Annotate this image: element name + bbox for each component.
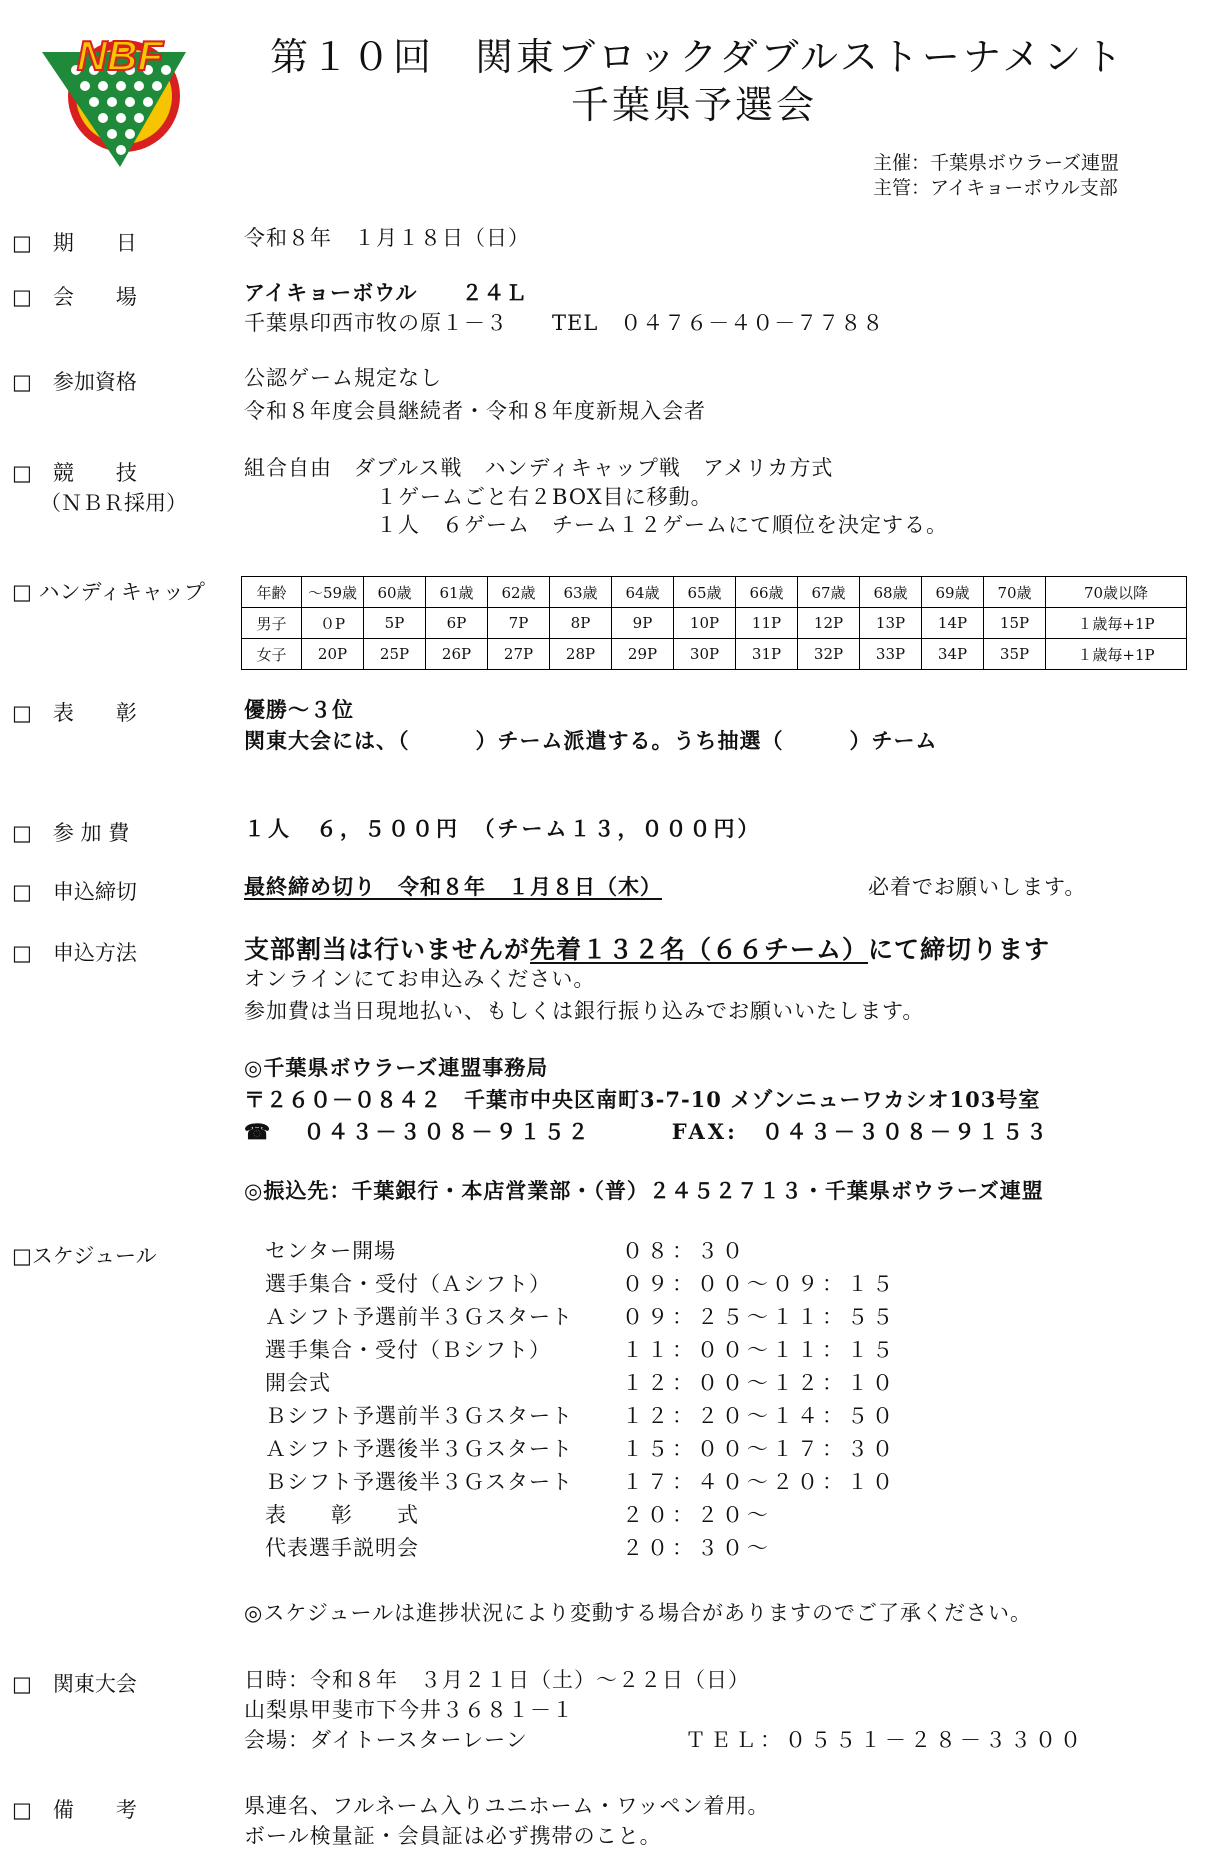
title-line1: 第１０回 関東ブロックダブルストーナメント: [270, 35, 1126, 79]
schedule-row: [265, 1469, 897, 1502]
kanto-line3: 会場：ダイトースターレーン: [244, 1728, 528, 1752]
hc-cell: １歳毎+1P: [1046, 639, 1187, 670]
label-competition-sub: （ＮＢＲ採用）: [40, 491, 187, 515]
label-venue: □ 会 場: [12, 285, 137, 309]
office-postal: 〒２６０－０８４２ 千葉市中央区南町3-7-10 メゾンニューワカシオ103号室: [244, 1087, 1041, 1112]
schedule-event: 開会式: [265, 1371, 331, 1395]
hc-cell: 女子: [242, 639, 302, 670]
venue-address: 千葉県印西市牧の原１－３ TEL ０４７６－４０－７７８８: [244, 311, 885, 335]
eligibility-line1: 公認ゲーム規定なし: [244, 366, 442, 390]
label-eligibility: □ 参加資格: [12, 370, 137, 394]
manager: 主管：アイキョーボウル支部: [873, 177, 1118, 199]
kanto-tel: ＴＥＬ：０５５１－２８－３３００: [685, 1728, 1085, 1752]
hc-cell: 60歳: [364, 577, 426, 608]
hc-cell: 11P: [736, 608, 798, 639]
schedule-event: Ｂシフト予選後半３Ｇスタート: [265, 1470, 573, 1494]
hc-cell: 男子: [242, 608, 302, 639]
label-notes: □ 備 考: [12, 1798, 137, 1822]
hc-cell: 25P: [364, 639, 426, 670]
hc-cell: 6P: [426, 608, 488, 639]
hc-cell: ～59歳: [302, 577, 364, 608]
hc-cell: 20P: [302, 639, 364, 670]
schedule-row: [265, 1304, 897, 1337]
method-line1-a: 支部割当は行いませんが: [244, 935, 531, 964]
hc-cell: 15P: [984, 608, 1046, 639]
schedule-event: センター開場: [265, 1239, 397, 1263]
hc-cell: 年齢: [242, 577, 302, 608]
method-line2: オンラインにてお申込みください。: [244, 967, 596, 991]
hc-cell: 33P: [860, 639, 922, 670]
hc-cell: 70歳: [984, 577, 1046, 608]
hc-cell: 26P: [426, 639, 488, 670]
label-date: □ 期 日: [12, 231, 137, 255]
hc-cell: 68歳: [860, 577, 922, 608]
schedule-time: １１：００～１１：１５: [622, 1338, 897, 1362]
label-schedule: □スケジュール: [12, 1244, 157, 1268]
awards-line2: 関東大会には、（ ）チーム派遣する。うち抽選（ ）チーム: [244, 728, 938, 753]
schedule-row: [265, 1436, 897, 1469]
schedule-row: [265, 1502, 772, 1535]
nbf-logo: [36, 22, 186, 167]
hc-cell: 13P: [860, 608, 922, 639]
hc-cell: 32P: [798, 639, 860, 670]
hc-cell: 30P: [674, 639, 736, 670]
competition-line3: １人 ６ゲーム チーム１２ゲームにて順位を決定する。: [376, 513, 948, 537]
schedule-event: 選手集合・受付（Ａシフト）: [265, 1272, 551, 1296]
schedule-time: ０９：２５～１１：５５: [622, 1305, 897, 1329]
hc-cell: 14P: [922, 608, 984, 639]
schedule-row: [265, 1271, 897, 1304]
title-line2: 千葉県予選会: [571, 83, 818, 127]
entry-fee: １人 ６，５００円 （チーム１３，０００円）: [244, 816, 762, 841]
hc-cell: 61歳: [426, 577, 488, 608]
bank-info: ◎振込先：千葉銀行・本店営業部・（普）２４５２７１３・千葉県ボウラーズ連盟: [244, 1178, 1044, 1203]
schedule-event: 選手集合・受付（Ｂシフト）: [265, 1338, 551, 1362]
method-line1: [244, 930, 1050, 966]
deadline-text: 最終締め切り 令和８年 １月８日（木）: [244, 874, 662, 899]
hc-cell: １歳毎+1P: [1046, 608, 1187, 639]
organizer: 主催：千葉県ボウラーズ連盟: [873, 152, 1120, 174]
handicap-table: [241, 576, 1187, 670]
hc-cell: 67歳: [798, 577, 860, 608]
venue-name: アイキョーボウル ２４Ｌ: [244, 280, 528, 305]
hc-cell: 9P: [612, 608, 674, 639]
method-line1-b: 先着１３２名（６６チーム）: [530, 935, 869, 964]
hc-cell: 65歳: [674, 577, 736, 608]
handicap-header-row: [242, 577, 1187, 608]
schedule-event: Ｂシフト予選前半３Ｇスタート: [265, 1404, 573, 1428]
deadline-note: 必着でお願いします。: [868, 875, 1087, 899]
schedule-event: Ａシフト予選前半３Ｇスタート: [265, 1305, 573, 1329]
schedule-row: [265, 1535, 772, 1568]
label-deadline: □ 申込締切: [12, 880, 137, 904]
schedule-time: １２：２０～１４：５０: [622, 1404, 897, 1428]
hc-cell: 35P: [984, 639, 1046, 670]
nbf-logo-graphic: [36, 22, 186, 167]
label-kanto: □ 関東大会: [12, 1672, 137, 1696]
hc-cell: 10P: [674, 608, 736, 639]
hc-cell: 31P: [736, 639, 798, 670]
schedule-time: ２０：２０～: [622, 1503, 772, 1527]
schedule-time: ０９：００～０９：１５: [622, 1272, 897, 1296]
handicap-male-row: [242, 608, 1187, 639]
office-fax: FAX: ０４３－３０８－９１５３: [671, 1119, 1050, 1144]
hc-cell: 70歳以降: [1046, 577, 1187, 608]
kanto-line2: 山梨県甲斐市下今井３６８１－１: [244, 1698, 574, 1722]
notes-line2: ボール検量証・会員証は必ず携帯のこと。: [244, 1824, 662, 1848]
label-competition: □ 競 技: [12, 461, 137, 485]
hc-cell: 29P: [612, 639, 674, 670]
method-line1-c: にて締切ります: [868, 935, 1051, 964]
hc-cell: 66歳: [736, 577, 798, 608]
hc-cell: 28P: [550, 639, 612, 670]
hc-cell: 63歳: [550, 577, 612, 608]
hc-cell: 34P: [922, 639, 984, 670]
schedule-row: [265, 1238, 747, 1271]
schedule-time: １２：００～１２：１０: [622, 1371, 897, 1395]
awards-line1: 優勝～３位: [244, 697, 354, 722]
competition-line1: 組合自由 ダブルス戦 ハンディキャップ戦 アメリカ方式: [244, 456, 834, 480]
schedule-row: [265, 1337, 897, 1370]
office-phone: ０４３－３０８－９１５２: [303, 1119, 592, 1144]
event-date: 令和８年 １月１８日（日）: [244, 226, 530, 250]
schedule-time: ０８：３０: [622, 1239, 747, 1263]
competition-line2: １ゲームごと右２BOX目に移動。: [376, 485, 713, 509]
schedule-note: ◎スケジュールは進捗状況により変動する場合がありますのでご了承ください。: [244, 1601, 1033, 1625]
label-method: □ 申込方法: [12, 941, 137, 965]
handicap-female-row: [242, 639, 1187, 670]
schedule-event: 表 彰 式: [265, 1503, 419, 1527]
method-line3: 参加費は当日現地払い、もしくは銀行振り込みでお願いいたします。: [244, 999, 925, 1023]
schedule-event: 代表選手説明会: [265, 1536, 419, 1560]
schedule-list: [265, 1238, 897, 1568]
schedule-row: [265, 1370, 897, 1403]
label-fee: □ 参 加 費: [12, 821, 130, 845]
hc-cell: 64歳: [612, 577, 674, 608]
office-phone-line: [244, 1119, 1050, 1145]
label-awards: □ 表 彰: [12, 701, 137, 725]
kanto-line1: 日時：令和８年 ３月２１日（土）～２２日（日）: [244, 1668, 750, 1692]
nbf-logo-text: NBF: [76, 32, 164, 79]
phone-icon: ☎: [244, 1119, 272, 1144]
hc-cell: 69歳: [922, 577, 984, 608]
schedule-row: [265, 1403, 897, 1436]
hc-cell: 12P: [798, 608, 860, 639]
schedule-time: １７：４０～２０：１０: [622, 1470, 897, 1494]
notes-line1: 県連名、フルネーム入りユニホーム・ワッペン着用。: [244, 1794, 770, 1818]
hc-cell: 8P: [550, 608, 612, 639]
eligibility-line2: 令和８年度会員継続者・令和８年度新規入会者: [244, 399, 706, 423]
hc-cell: 7P: [488, 608, 550, 639]
schedule-event: Ａシフト予選後半３Ｇスタート: [265, 1437, 573, 1461]
schedule-time: ２０：３０～: [622, 1536, 772, 1560]
hc-cell: ０P: [302, 608, 364, 639]
hc-cell: 62歳: [488, 577, 550, 608]
label-handicap: □ ハンディキャップ: [12, 580, 205, 604]
office-name: ◎千葉県ボウラーズ連盟事務局: [244, 1055, 549, 1080]
schedule-time: １５：００～１７：３０: [622, 1437, 897, 1461]
hc-cell: 5P: [364, 608, 426, 639]
hc-cell: 27P: [488, 639, 550, 670]
